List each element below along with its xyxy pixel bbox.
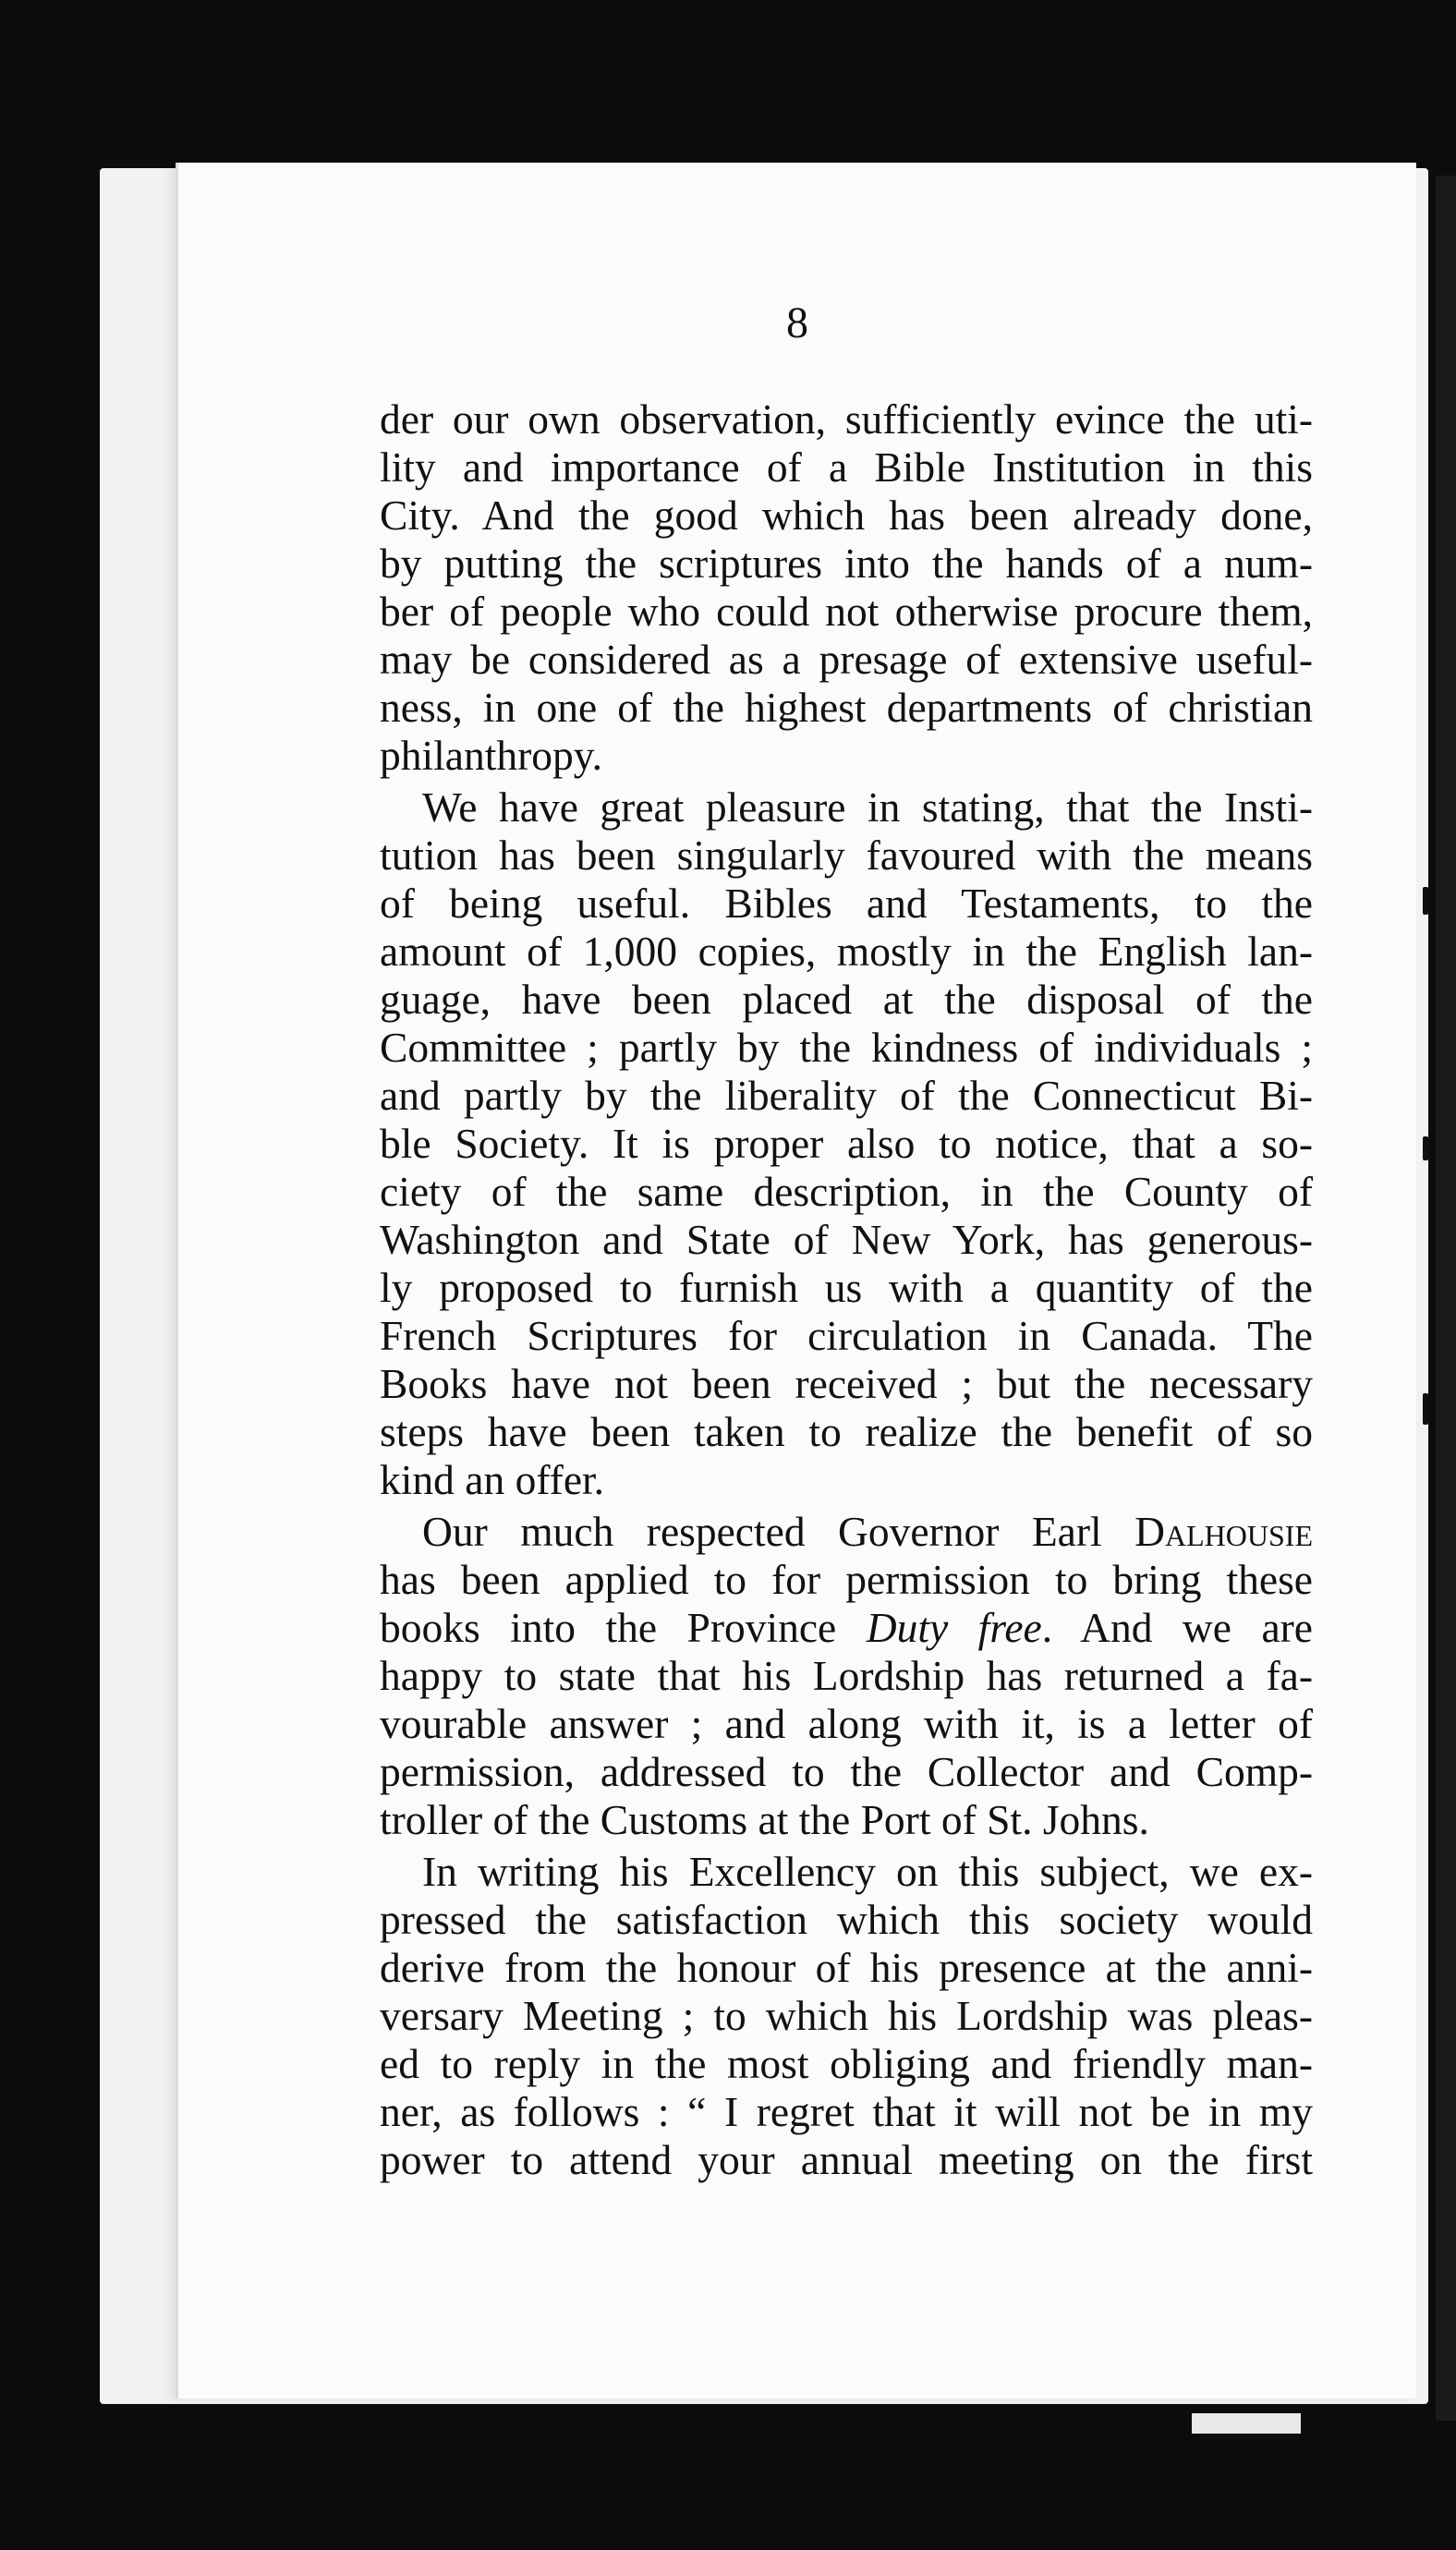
text-line: vourable answer ; and along with it, is a letter of — [380, 1700, 1313, 1747]
text-line: ble Society. It is proper also to notice, that a so- — [380, 1120, 1313, 1167]
text-line: In writing his Excellency on this subject, we ex- — [422, 1848, 1313, 1895]
text-line: and partly by the liberality of the Connecticut Bi- — [380, 1072, 1313, 1119]
page-edge-shadow — [1436, 176, 1456, 2421]
text-line: amount of 1,000 copies, mostly in the English lan- — [380, 928, 1313, 975]
text-line: may be considered as a presage of extensive useful- — [380, 636, 1313, 683]
text-line: derive from the honour of his presence at the anni- — [380, 1944, 1313, 1991]
text-line: ly proposed to furnish us with a quantity of the — [380, 1264, 1313, 1311]
text-line: ciety of the same description, in the County of — [380, 1168, 1313, 1215]
text-line: tution has been singularly favoured with the means — [380, 832, 1313, 879]
text-line: lity and importance of a Bible Institution in this — [380, 443, 1313, 491]
text-line: books into the Province Duty free. And we are — [380, 1604, 1313, 1651]
text-line: City. And the good which has been already done, — [380, 492, 1313, 539]
text-line: ness, in one of the highest departments of christian — [380, 684, 1313, 731]
text-line: ber of people who could not otherwise procure them, — [380, 588, 1313, 635]
paper-tab — [1192, 2413, 1301, 2434]
text-line: of being useful. Bibles and Testaments, to the — [380, 880, 1313, 927]
text-line: French Scriptures for circulation in Canada. The — [380, 1312, 1313, 1359]
text-line: ed to reply in the most obliging and friendly man- — [380, 2040, 1313, 2087]
text-line: troller of the Customs at the Port of St. Johns. — [380, 1796, 1149, 1843]
text-line: power to attend your annual meeting on the first — [380, 2136, 1313, 2183]
text-line: We have great pleasure in stating, that the Insti- — [422, 783, 1313, 831]
text-line: Committee ; partly by the kindness of individuals ; — [380, 1024, 1313, 1071]
text-line: der our own observation, sufficiently evince the uti- — [380, 395, 1313, 443]
paragraph-1 — [380, 395, 1313, 780]
text-line: Washington and State of New York, has generous- — [380, 1216, 1313, 1263]
text-line: Books have not been received ; but the necessary — [380, 1360, 1313, 1407]
text-line: permission, addressed to the Collector and Comp- — [380, 1748, 1313, 1795]
text-line: Our much respected Governor Earl Dalhousie — [422, 1508, 1313, 1555]
text-line: pressed the satisfaction which this society would — [380, 1896, 1313, 1943]
text-line: guage, have been placed at the disposal of the — [380, 976, 1313, 1023]
body-text — [380, 395, 1313, 2184]
paragraph-2 — [380, 783, 1313, 1504]
text-line: happy to state that his Lordship has returned a fa- — [380, 1652, 1313, 1699]
paragraph-4 — [380, 1848, 1313, 2184]
page-number: 8 — [786, 298, 808, 347]
text-line: versary Meeting ; to which his Lordship was pleas- — [380, 1992, 1313, 2039]
binding-mark — [1423, 887, 1428, 915]
document-page — [176, 163, 1416, 2398]
text-line: kind an offer. — [380, 1456, 605, 1503]
text-line: by putting the scriptures into the hands of a num- — [380, 540, 1313, 587]
binding-mark — [1423, 1393, 1428, 1425]
paragraph-3 — [380, 1508, 1313, 1844]
text-line: has been applied to for permission to bring these — [380, 1556, 1313, 1603]
text-line: philanthropy. — [380, 732, 602, 779]
text-line: ner, as follows : “ I regret that it will not be in my — [380, 2088, 1313, 2135]
text-line: steps have been taken to realize the benefit of so — [380, 1408, 1313, 1455]
binding-mark — [1423, 1136, 1428, 1160]
